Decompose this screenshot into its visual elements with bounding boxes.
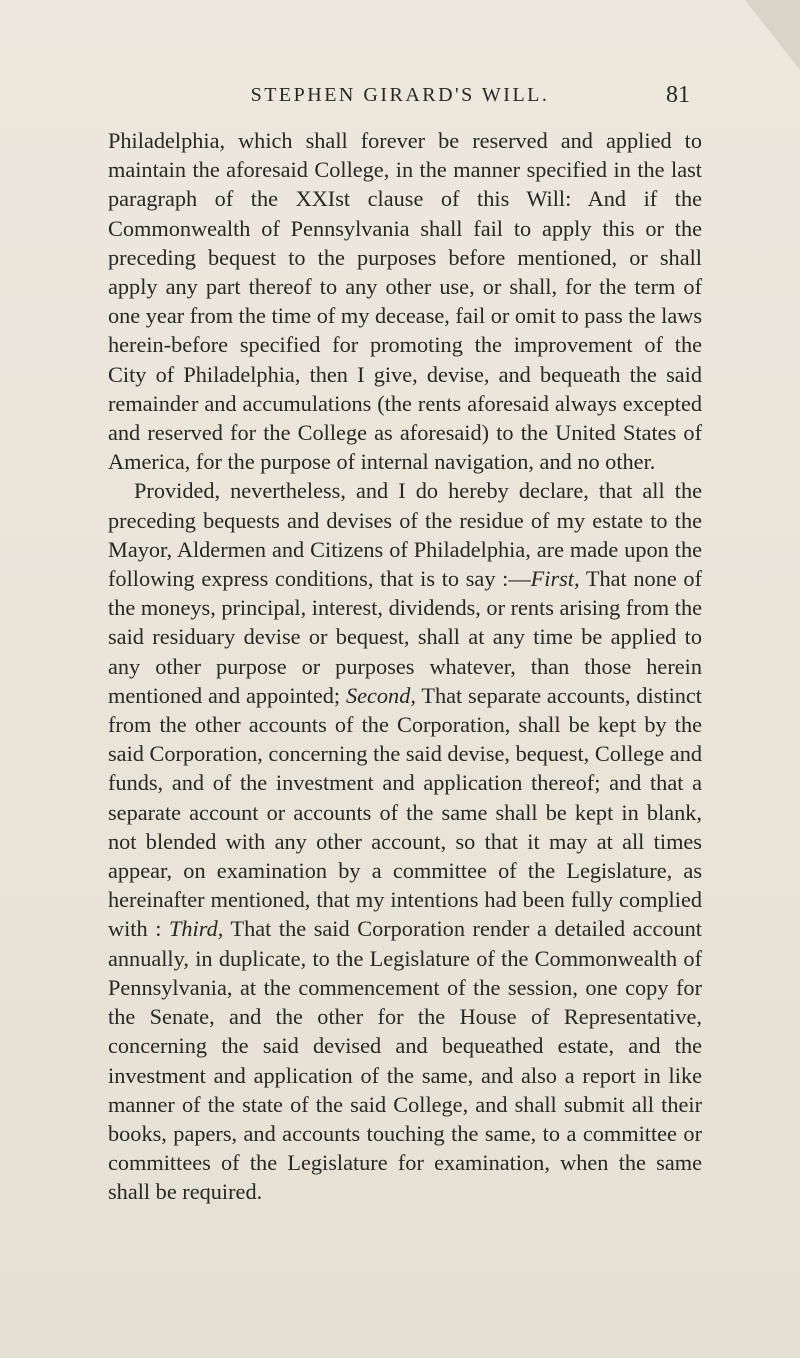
condition-third-text: That the said Corporation render a detailed account annually, in duplicate, to the Legislature of the Commonwealth of Pennsylvania, at the commencement of the session, one copy for the Senate, and the other for the House of Representative, concerning the said devised and bequeathed estate, and the investment and application of the same, and also a report in like manner of the state of the said College, and shall submit all their books, papers, and accounts touching the same, to a committee or committees of the Legislature for examination, when the same shall be required.: [108, 916, 702, 1205]
proviso-intro: Provided, nevertheless, and I do hereby declare, that all the preceding bequests and devises of the residue of my estate to the Mayor, Aldermen and Citizens of Philadelphia, are made upon the following express conditions, that is to say :—: [108, 478, 702, 592]
page-corner-fold: [745, 0, 800, 70]
running-title: STEPHEN GIRARD'S WILL.: [250, 84, 550, 106]
body-text: [108, 126, 702, 1207]
condition-second-label: Second,: [345, 682, 416, 708]
paragraph-2: [108, 476, 702, 1206]
condition-first-text: That none of the moneys, principal, interest, dividends, or rents arising from the said residuary devise or bequest, shall at any time be applied to any other purpose or purposes whatever, than those herein mentioned and appointed;: [108, 566, 702, 708]
condition-first-label: First,: [530, 566, 580, 592]
page-number: 81: [666, 82, 690, 108]
condition-third-label: Third,: [168, 916, 224, 942]
running-head: [110, 84, 690, 114]
condition-second-text: That separate accounts, distinct from the other accounts of the Corporation, shall be kept by the said Corporation, concerning the said devise, bequest, College and funds, and of the investment and application thereof; and that a separate account or accounts of the same shall be kept in blank, not blended with any other account, so that it may at all times appear, on examination by a committee of the Legislature, as hereinafter mentioned, that my intentions had been fully complied with :: [108, 682, 702, 942]
paragraph-1: Philadelphia, which shall forever be reserved and applied to maintain the aforesaid College, in the manner specified in the last paragraph of the XXIst clause of this Will: And if the Commonwealth of Pennsylvania shall fail to apply this or the preceding bequest to the purposes before mentioned, or shall apply any part thereof to any other use, or shall, for the term of one year from the time of my decease, fail or omit to pass the laws herein-before specified for promoting the improvement of the City of Philadelphia, then I give, devise, and bequeath the said remainder and accumulations (the rents aforesaid always excepted and reserved for the College as aforesaid) to the United States of America, for the purpose of internal navigation, and no other.: [108, 128, 702, 475]
